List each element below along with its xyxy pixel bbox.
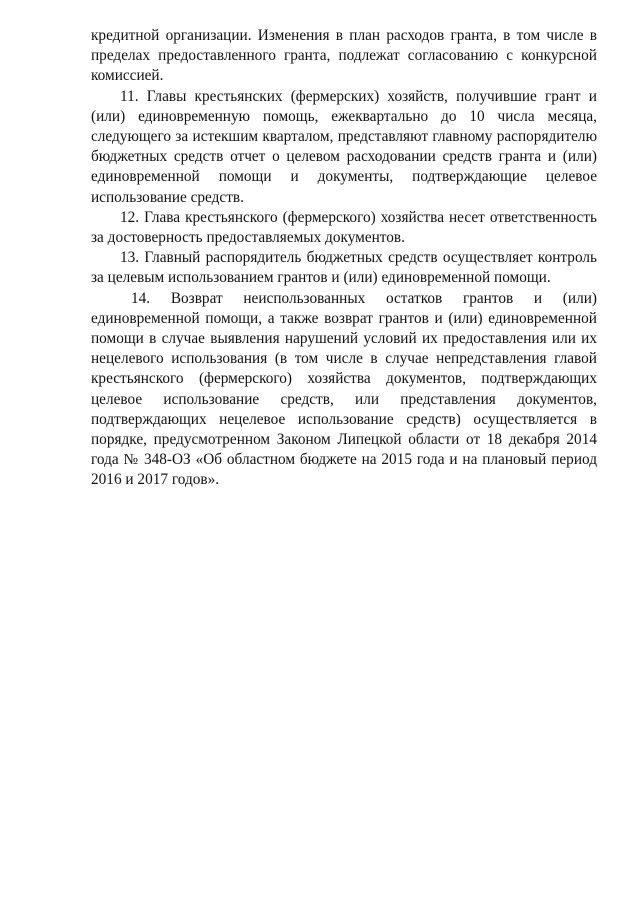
document-body: [91, 26, 597, 491]
paragraph-13: 13. Главный распорядитель бюджетных средств осуществляет контроль за целевым использованием грантов и (или) единовременной помощи.: [91, 249, 597, 287]
paragraph-11: 11. Главы крестьянских (фермерских) хозяйств, получившие грант и (или) единовременную помощь, ежеквартально до 10 числа месяца, следующего за истекшим кварталом, представляют главному распорядителю бюджетных средств отчет о целевом расходовании средств гранта и (или) единовременной помощи и документы, подтверждающие целевое использование средств.: [91, 87, 597, 206]
paragraph-14: 14. Возврат неиспользованных остатков грантов и (или) единовременной помощи, а также возврат грантов и (или) единовременной помощи в случае выявления нарушений условий их предоставления или их нецелевого использования (в том числе в случае непредставления главой крестьянского (фермерского) хозяйства документов, подтверждающих целевое использование средств, или представления документов, подтверждающих нецелевое использование средств) осуществляется в порядке, предусмотренном Законом Липецкой области от 18 декабря 2014 года № 348-ОЗ «Об областном бюджете на 2015 года и на плановый период 2016 и 2017 годов».: [91, 289, 597, 489]
paragraph-12: 12. Глава крестьянского (фермерского) хозяйства несет ответственность за достоверность предоставляемых документов.: [91, 208, 597, 247]
paragraph-continuation: кредитной организации. Изменения в план расходов гранта, в том числе в пределах предоставленного гранта, подлежат согласованию с конкурсной комиссией.: [91, 27, 597, 85]
